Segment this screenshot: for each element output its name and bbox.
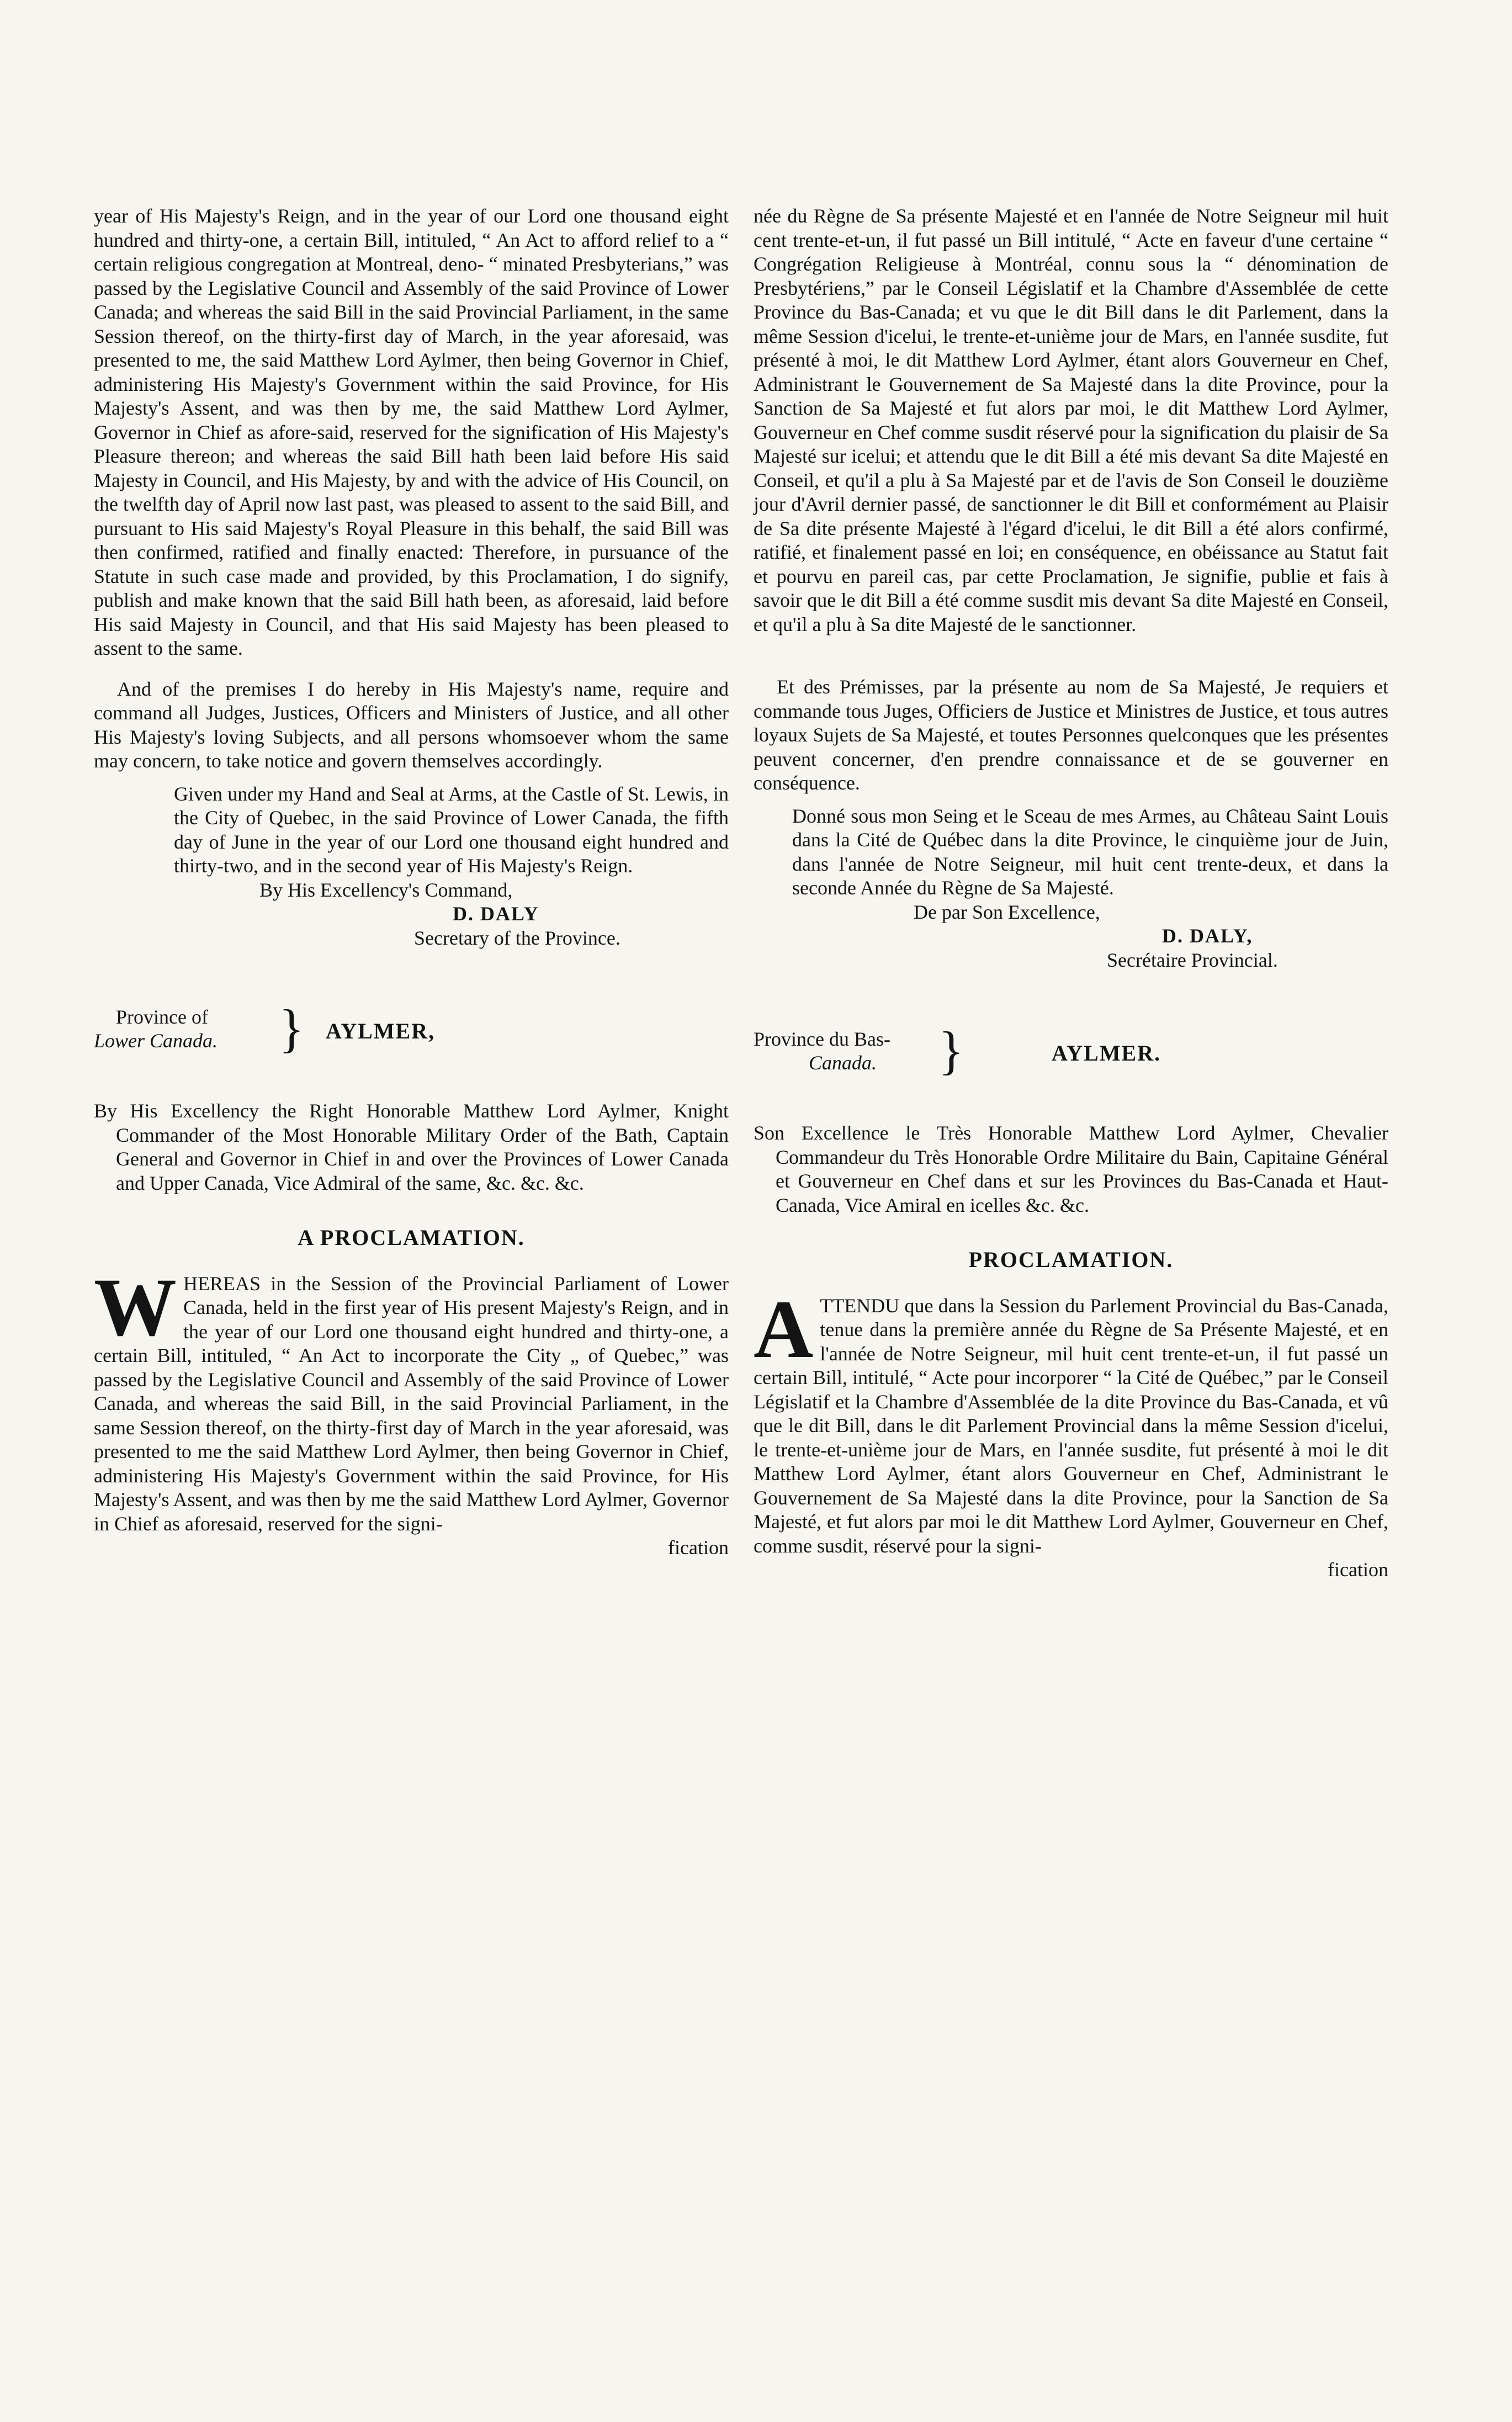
french-top-paragraph: née du Règne de Sa présente Majesté et en l'année de Notre Seigneur mil huit cent trente-et-un, il fut passé un Bill intitulé, “ Acte en faveur d'une certaine “ Congrégation Religieuse à Montréal, connu sous la “ dénomination de Presbytériens,” par le Conseil Législatif et la Chambre d'Assemblée de cette Province du Bas-Canada; et vu que le dit Bill dans le dit Parlement, dans la même Session d'icelui, le trente-et-unième jour de Mars, en l'année susdite, fut présenté à moi, le dit Matthew Lord Aylmer, étant alors Gouverneur en Chef, Administrant le Gouvernement de Sa Majesté dans la dite Province, pour la Sanction de Sa Majesté et fut alors par moi, le dit Matthew Lord Aylmer, Gouverneur en Chef comme susdit réservé pour la signification du plaisir de Sa Majesté sur icelui; et attendu que le dit Bill a été mis devant Sa dite Majesté en Conseil, et qu'il a plu à Sa Majesté par et de l'avis de Son Conseil le douzième jour d'Avril dernier passé, de sanctionner le dit Bill et conformément au Plaisir de Sa dite présente Majesté à l'égard d'icelui, le dit Bill a été alors confirmé, ratifié, et finalement passé en loi; en conséquence, en obéissance au Statut fait et pourvu en pareil cas, par cette Proclamation, Je signifie, publie et fais à savoir que le dit Bill a été comme susdit mis devant Sa dite Majesté en Conseil, et qu'il a plu à Sa dite Majesté de le sanctionner. [754, 205, 1388, 635]
english-given-clause: Given under my Hand and Seal at Arms, at the Castle of St. Lewis, in the City of Quebec, in the said Province of Lower Canada, the fifth day of June in the year of our Lord one thousand eight hundred and thirty-two, and in the second year of His Majesty's Reign. [174, 782, 729, 877]
english-top-paragraph: year of His Majesty's Reign, and in the year of our Lord one thousand eight hundred and thirty-one, a certain Bill, intituled, “ An Act to afford relief to a “ certain religious congregation at Montreal, deno- “ minated Presbyterians,” was passed by the Legislative Council and Assembly of the said Province of Lower Canada; and whereas the said Bill in the said Provincial Parliament, in the same Session thereof, on the thirty-first day of March, in the year aforesaid, was presented to me, the said Matthew Lord Aylmer, then being Governor in Chief, administering His Majesty's Government within the said Province, for His Majesty's Assent, and was then by me, the said Matthew Lord Aylmer, Governor in Chief as afore-said, reserved for the signification of His Majesty's Pleasure thereon; and whereas the said Bill hath been laid before His said Majesty in Council, and His Majesty, by and with the advice of His Council, on the twelfth day of April now last past, was pleased to assent to the said Bill, and pursuant to His said Majesty's Royal Pleasure in this behalf, the said Bill was then confirmed, ratified and finally enacted: Therefore, in pursuance of the Statute in such case made and provided, by this Proclamation, I do signify, publish and make known that the said Bill hath been, as aforesaid, laid before His said Majesty in Council, and that His said Majesty has been pleased to assent to the same. [94, 205, 729, 659]
french-governor-name: AYLMER. [1052, 1041, 1161, 1066]
french-proclamation-title: PROCLAMATION. [968, 1247, 1174, 1272]
french-catchword: fication [1328, 1559, 1388, 1581]
english-proclamation-body [94, 1261, 729, 1536]
french-column [754, 204, 1388, 1582]
french-province-header [754, 1021, 1388, 1116]
french-proclamation-text: TTENDU que dans la Session du Parlement Provincial du Bas-Canada, tenue dans la première année du Règne de Sa Présente Majesté, et en l'année de Notre Seigneur, mil huit cent trente-et-un, il fut passé un certain Bill, intitulé, “ Acte pour incorporer “ la Cité de Québec,” par le Conseil Législatif et la Chambre d'Assemblée de la dite Province du Bas-Canada, et vû que le dit Bill, dans le dit Parlement Provincial dans la même Session d'icelui, le trente-et-unième jour de Mars, en l'année susdite, fut présenté à moi le dit Matthew Lord Aylmer, étant alors Gouverneur en Chef, Administrant le Gouvernement de Sa Majesté dans la dite Province, pour la Sanction de Sa Majesté, et fut alors par moi le dit Matthew Lord Aylmer, Gouverneur en Chef, comme susdit, réservé pour la signi- [754, 1294, 1388, 1557]
english-dropcap: W [94, 1261, 177, 1353]
english-command-paragraph: And of the premises I do hereby in His Majesty's name, require and command all Judges, Justices, Officers and Ministers of Justice, and all other His Majesty's loving Subjects, and all persons whomsoever whom the same may concern, to take notice and govern themselves accordingly. [94, 677, 729, 772]
english-column [94, 204, 729, 1560]
english-province-line1: Province of [116, 1006, 208, 1028]
french-dropcap: A [754, 1283, 814, 1375]
french-byline: Son Excellence le Très Honorable Matthew Lord Aylmer, Chevalier Commandeur du Très Honorable Ordre Militaire du Bain, Capitaine Général et Gouverneur en Chef dans et sur les Provinces du Bas-Canada et Haut-Canada, Vice Amiral en icelles &c. &c. [754, 1122, 1388, 1216]
french-proclamation-body [754, 1283, 1388, 1559]
french-command-paragraph: Et des Prémisses, par la présente au nom de Sa Majesté, Je requiers et commande tous Juges, Officiers de Justice et Ministres de Justice, et tous autres loyaux Sujets de Sa Majesté, et toutes Personnes quelconques que les présentes peuvent concerner, d'en prendre connaissance et de se gouverner en conséquence. [754, 676, 1388, 794]
french-province-line2: Canada. [809, 1052, 877, 1074]
brace-icon: } [938, 1021, 964, 1080]
english-proclamation-title: A PROCLAMATION. [298, 1225, 525, 1250]
english-province-header [94, 999, 729, 1094]
french-by-command: De par Son Excellence, [914, 900, 1100, 923]
french-signer-title: Secrétaire Provincial. [1107, 948, 1278, 971]
english-signer: D. DALY [453, 903, 539, 925]
english-catchword: fication [668, 1536, 729, 1559]
french-province-line1: Province du Bas- [754, 1028, 890, 1050]
english-province-label [94, 1005, 270, 1053]
brace-icon: } [279, 999, 305, 1058]
french-province-label [754, 1027, 930, 1075]
english-by-command: By His Excellency's Command, [259, 878, 513, 901]
french-signer: D. DALY, [1162, 925, 1253, 947]
english-governor-name: AYLMER, [326, 1019, 436, 1043]
english-byline: By His Excellency the Right Honorable Matthew Lord Aylmer, Knight Commander of the Most Honorable Military Order of the Bath, Captain General and Governor in Chief in and over the Provinces of Lower Canada and Upper Canada, Vice Admiral of the same, &c. &c. &c. [94, 1100, 729, 1194]
english-proclamation-text: HEREAS in the Session of the Provincial Parliament of Lower Canada, held in the first year of His present Majesty's Reign, and in the year of our Lord one thousand eight hundred and thirty-one, a certain Bill, intituled, “ An Act to incorporate the City „ of Quebec,” was passed by the Legislative Council and Assembly of the said Province of Lower Canada, and whereas the said Bill, in the said Provincial Parliament, in the same Session thereof, on the thirty-first day of March in the year aforesaid, was presented to me the said Matthew Lord Aylmer, then being Governor in Chief, administering His Majesty's Government within the said Province, for His Majesty's Assent, and was then by me the said Matthew Lord Aylmer, Governor in Chief as aforesaid, reserved for the signi- [94, 1272, 729, 1535]
english-signer-title: Secretary of the Province. [414, 926, 620, 949]
french-given-clause: Donné sous mon Seing et le Sceau de mes Armes, au Château Saint Louis dans la Cité de Québec dans la dite Province, le cinquième jour de Juin, dans l'année de Notre Seigneur, mil huit cent trente-deux, et dans la seconde Année du Règne de Sa Majesté. [792, 804, 1388, 899]
english-province-line2: Lower Canada. [94, 1030, 218, 1052]
